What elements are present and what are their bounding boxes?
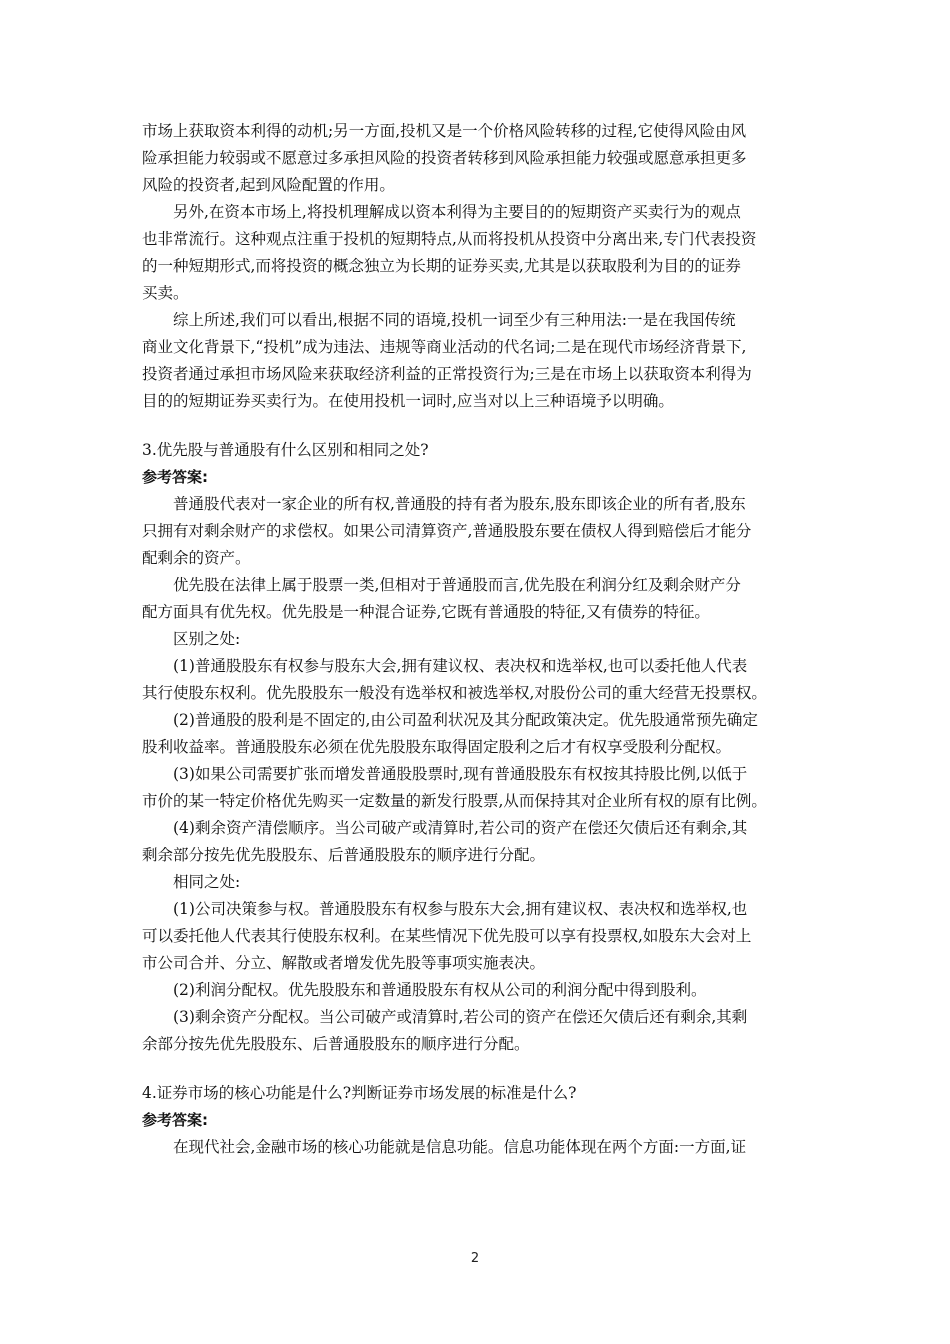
text-line: 也非常流行。这种观点注重于投机的短期特点,从而将投机从投资中分离出来,专门代表投资 (142, 230, 757, 248)
intro-paragraph-2 (142, 199, 810, 307)
diff-item-1 (142, 653, 810, 707)
text-line: 其行使股东权利。优先股股东一般没有选举权和被选举权,对股份公司的重大经营无投票权。 (142, 684, 767, 702)
text-line: 买卖。 (142, 284, 189, 302)
question-3-title: 3.优先股与普通股有什么区别和相同之处? (142, 441, 429, 459)
text-line: 剩余部分按先优先股股东、后普通股股东的顺序进行分配。 (142, 846, 546, 864)
question-4-title: 4.证券市场的核心功能是什么?判断证券市场发展的标准是什么? (142, 1084, 577, 1102)
text-line: 配方面具有优先权。优先股是一种混合证券,它既有普通股的特征,又有债券的特征。 (142, 603, 710, 621)
text-line: (2)利润分配权。优先股股东和普通股股东有权从公司的利润分配中得到股利。 (173, 981, 707, 999)
text-line: 股利收益率。普通股股东必须在优先股股东取得固定股利之后才有权享受股利分配权。 (142, 738, 732, 756)
intro-paragraph-3 (142, 307, 810, 415)
answer-label: 参考答案: (142, 468, 208, 486)
text-line: 优先股在法律上属于股票一类,但相对于普通股而言,优先股在利润分红及剩余财产分 (173, 576, 741, 594)
diff-item-2 (142, 707, 810, 761)
same-heading (142, 869, 810, 896)
text-line: 市价的某一特定价格优先购买一定数量的新发行股票,从而保持其对企业所有权的原有比例。 (142, 792, 767, 810)
text-line: 风险的投资者,起到风险配置的作用。 (142, 176, 395, 194)
same-item-3 (142, 1004, 810, 1058)
q4-paragraph-1 (142, 1134, 810, 1161)
intro-paragraph-1 (142, 118, 810, 199)
text-line: 可以委托他人代表其行使股东权利。在某些情况下优先股可以享有投票权,如股东大会对上 (142, 927, 752, 945)
text-line: 综上所述,我们可以看出,根据不同的语境,投机一词至少有三种用法:一是在我国传统 (173, 311, 736, 329)
text-line: 商业文化背景下,“投机”成为违法、违规等商业活动的代名词;二是在现代市场经济背景下, (142, 338, 747, 356)
text-line: 另外,在资本市场上,将投机理解成以资本利得为主要目的的短期资产买卖行为的观点 (173, 203, 741, 221)
text-line: 只拥有对剩余财产的求偿权。如果公司清算资产,普通股股东要在债权人得到赔偿后才能分 (142, 522, 752, 540)
text-line: 目的的短期证券买卖行为。在使用投机一词时,应当对以上三种语境予以明确。 (142, 392, 674, 410)
text-line: 险承担能力较弱或不愿意过多承担风险的投资者转移到风险承担能力较强或愿意承担更多 (142, 149, 747, 167)
page-number: 2 (470, 1251, 480, 1266)
text-line: (1)公司决策参与权。普通股股东有权参与股东大会,拥有建议权、表决权和选举权,也 (173, 900, 748, 918)
text-line: 市场上获取资本利得的动机;另一方面,投机又是一个价格风险转移的过程,它使得风险由风 (142, 122, 747, 140)
q3-paragraph-1 (142, 491, 810, 572)
text-line: 市公司合并、分立、解散或者增发优先股等事项实施表决。 (142, 954, 546, 972)
text-line: 的一种短期形式,而将投资的概念独立为长期的证券买卖,尤其是以获取股利为目的的证券 (142, 257, 741, 275)
text-line: (1)普通股股东有权参与股东大会,拥有建议权、表决权和选举权,也可以委托他人代表 (173, 657, 748, 675)
same-item-1 (142, 896, 810, 977)
same-item-2 (142, 977, 810, 1004)
text-line: (3)如果公司需要扩张而增发普通股股票时,现有普通股股东有权按其持股比例,以低于 (173, 765, 748, 783)
text-line: (3)剩余资产分配权。当公司破产或清算时,若公司的资产在偿还欠债后还有剩余,其剩 (173, 1008, 748, 1026)
text-line: 相同之处: (173, 873, 241, 891)
answer-label: 参考答案: (142, 1111, 208, 1129)
diff-item-3 (142, 761, 810, 815)
diff-item-4 (142, 815, 810, 869)
diff-heading (142, 626, 810, 653)
text-line: 区别之处: (173, 630, 241, 648)
q3-paragraph-2 (142, 572, 810, 626)
text-line: (4)剩余资产清偿顺序。当公司破产或清算时,若公司的资产在偿还欠债后还有剩余,其 (173, 819, 748, 837)
page-content (142, 118, 810, 1161)
text-line: 投资者通过承担市场风险来获取经济利益的正常投资行为;三是在市场上以获取资本利得为 (142, 365, 752, 383)
text-line: 余部分按先优先股股东、后普通股股东的顺序进行分配。 (142, 1035, 530, 1053)
text-line: (2)普通股的股利是不固定的,由公司盈利状况及其分配政策决定。优先股通常预先确定 (173, 711, 758, 729)
text-line: 普通股代表对一家企业的所有权,普通股的持有者为股东,股东即该企业的所有者,股东 (173, 495, 746, 513)
text-line: 配剩余的资产。 (142, 549, 251, 567)
text-line: 在现代社会,金融市场的核心功能就是信息功能。信息功能体现在两个方面:一方面,证 (173, 1138, 747, 1156)
